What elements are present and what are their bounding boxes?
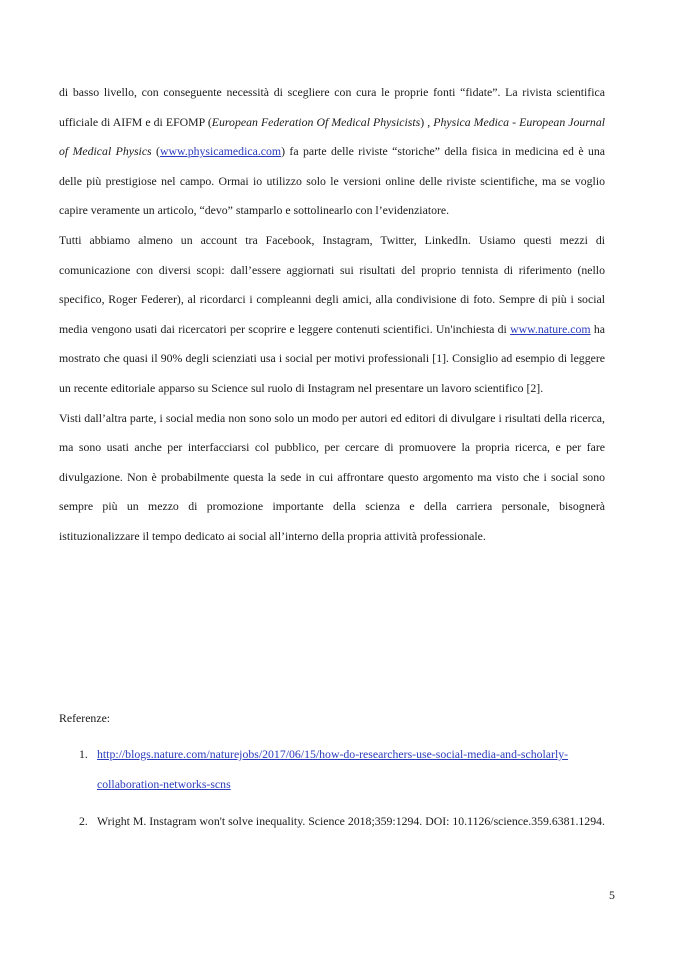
physica-medica-link[interactable]: www.physicamedica.com [159, 144, 282, 159]
body-text [59, 78, 605, 552]
references-list [59, 740, 605, 837]
physica-medica-title: Physica Medica - European Journal of Medical Physics [59, 114, 605, 159]
reference-number: 1. [79, 747, 88, 761]
paragraph-journals-text-4: ) fa parte delle riviste “storiche” della fisica in medicina ed è una delle più prestigiose nel campo. Ormai io utilizzo solo le versioni online delle riviste scientifiche, ma se voglio capire veramente un articolo, “devo” stamparlo e sottolinearlo con l’evidenziatore. [59, 144, 605, 218]
references-title: Referenze: [59, 711, 111, 725]
reference-item [59, 740, 605, 799]
nature-link[interactable]: www.nature.com [510, 321, 591, 336]
reference-link[interactable]: http://blogs.nature.com/naturejobs/2017/06/15/how-do-researchers-use-social-media-and-scholarly-collaboration-networks-scns [97, 747, 569, 791]
paragraph-journals-text-2: ) , [420, 114, 434, 129]
reference-number: 2. [79, 814, 88, 829]
paragraph-social-text-2: ha mostrato che quasi il 90% degli scienziati usa i social per motivi professionali [1]. Consiglio ad esempio di leggere un recente editoriale apparso su Science sul ruolo di Instagram nel presentare un lavoro scientifico [2]. [59, 321, 605, 395]
paragraph-journals-text-1: di basso livello, con conseguente necessità di scegliere con cura le proprie fonti “fidate”. La rivista scientifica ufficiale di AIFM e di EFOMP ( [59, 85, 605, 129]
paragraph-journals-text-3: ( [151, 144, 160, 159]
page-number: 5 [609, 888, 615, 902]
paragraph-social-text-1: Tutti abbiamo almeno un account tra Facebook, Instagram, Twitter, LinkedIn. Usiamo questi mezzi di comunicazione con diversi scopi: dall’essere aggiornati sui risultati del proprio tennista di riferimento (nello specifico, Roger Federer), al ricordarci i compleanni degli amici, alla condivisione di foto. Sempre di più i social media vengono usati dai ricercatori per scoprire e leggere contenuti scientifici. Un'inchiesta di [59, 232, 605, 336]
paragraph-social-accounts [59, 226, 605, 404]
paragraph-journals [59, 78, 605, 226]
reference-item [59, 807, 605, 837]
reference-text: Wright M. Instagram won't solve inequality. Science 2018;359:1294. DOI: 10.1126/science.359.6381.1294. [97, 814, 605, 829]
paragraph-social-promotion: Visti dall’altra parte, i social media non sono solo un modo per autori ed editori di divulgare i risultati della ricerca, ma sono usati anche per interfacciarsi col pubblico, per cercare di promuovere la propria ricerca, e per fare divulgazione. Non è probabilmente questa la sede in cui affrontare questo argomento ma visto che i social sono sempre più un mezzo di promozione importante della scienza e della carriera personale, bisognerà istituzionalizzare il tempo dedicato ai social all’interno della propria attività professionale. [59, 410, 605, 543]
efomp-full-name: European Federation Of Medical Physicists [211, 114, 421, 129]
